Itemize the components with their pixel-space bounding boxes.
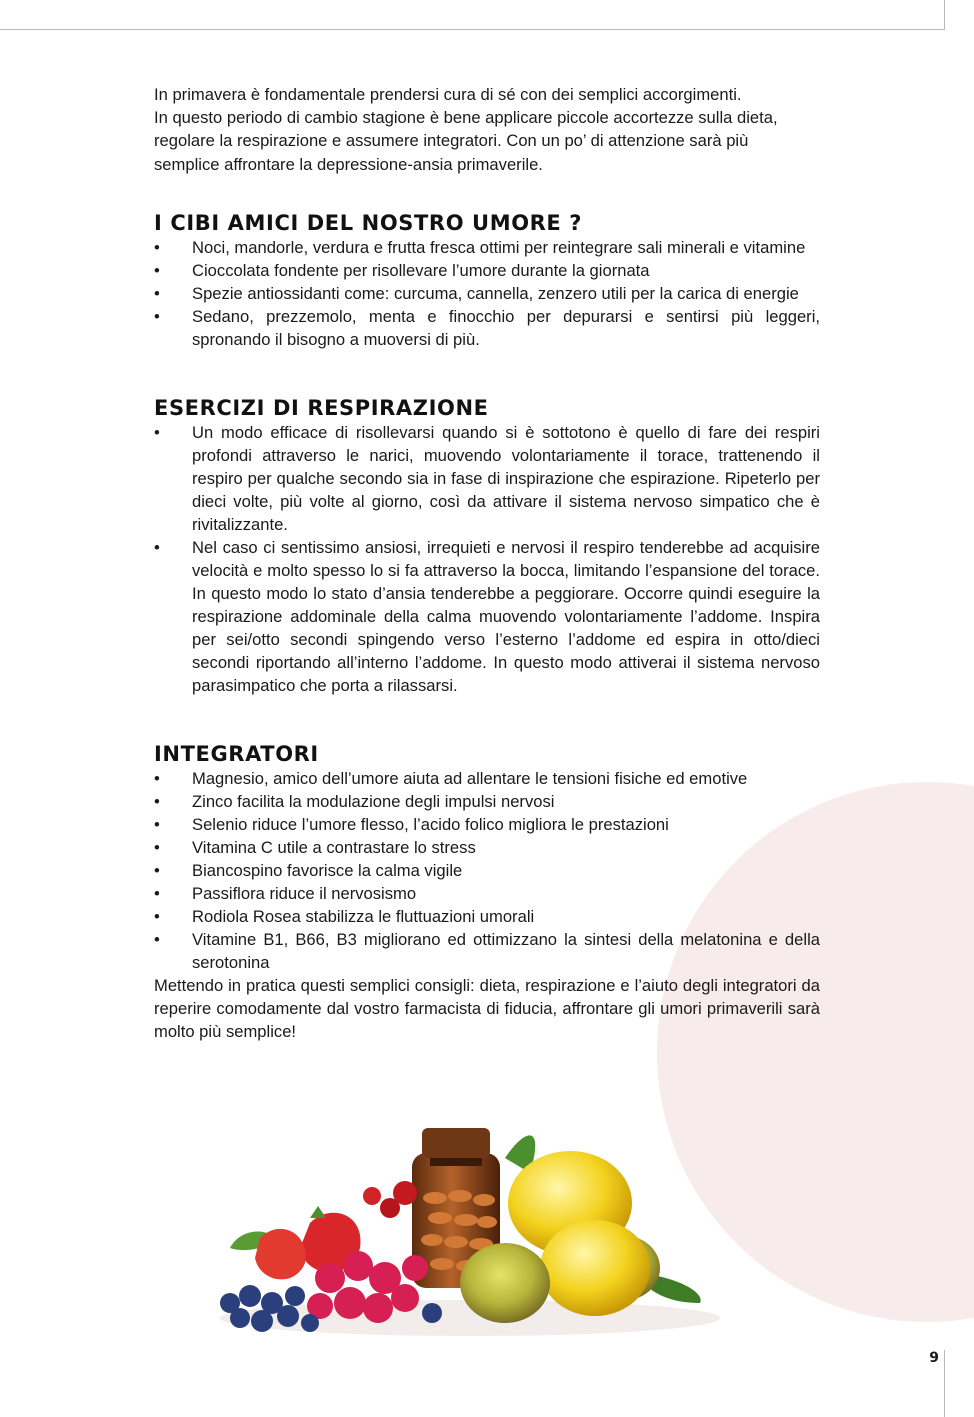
list-item (154, 536, 820, 697)
list-item-text: Cioccolata fondente per risollevare l’umore durante la giornata (192, 260, 650, 280)
bullet-icon: • (154, 906, 160, 926)
right-rule-bottom (944, 1350, 945, 1417)
intro-line: In primavera è fondamentale prendersi cura di sé con dei semplici accorgimenti. (154, 85, 742, 104)
closing-paragraph: Mettendo in pratica questi semplici consigli: dieta, respirazione e l’aiuto degli integratori da reperire comodamente dal vostro farmacista di fiducia, affrontare gli umori primaverili sarà molto più semplice! (154, 975, 820, 1041)
list-item-text: Magnesio, amico dell’umore aiuta ad allentare le tensioni fisiche ed emotive (192, 768, 748, 788)
bullet-icon: • (154, 814, 160, 834)
intro (154, 83, 820, 176)
list-item-text: Biancospino favorisce la calma vigile (192, 860, 463, 880)
bullet-icon: • (154, 883, 160, 903)
bullet-icon: • (154, 929, 160, 949)
bullet-icon: • (154, 860, 160, 880)
section-heading-cibi: I CIBI AMICI DEL NOSTRO UMORE ? (154, 210, 583, 235)
list-cibi (154, 236, 820, 351)
page-content (154, 83, 820, 1043)
intro-line: regolare la respirazione e assumere integratori. Con un po’ di attenzione sarà più (154, 131, 749, 151)
intro-line: In questo periodo di cambio stagione è bene applicare piccole accortezze sulla dieta, (154, 108, 778, 128)
top-rule (0, 29, 944, 30)
right-rule-top (944, 0, 945, 30)
bullet-icon: • (154, 537, 160, 557)
section-heading-respirazione: ESERCIZI DI RESPIRAZIONE (154, 395, 489, 420)
list-item (154, 813, 820, 836)
list-item (154, 859, 820, 882)
fruit-and-supplements-illustration (200, 1118, 720, 1348)
list-item (154, 905, 820, 928)
list-item-text: Spezie antiossidanti come: curcuma, cannella, zenzero utili per la carica di energie (192, 283, 799, 303)
list-item (154, 421, 820, 536)
bullet-icon: • (154, 237, 160, 257)
page-number: 9 (929, 1350, 939, 1366)
list-item-text: Vitamine B1, B66, B3 migliorano ed ottimizzano la sintesi della melatonina e della serotonina (192, 929, 820, 972)
list-respirazione (154, 421, 820, 697)
bullet-icon: • (154, 283, 160, 303)
list-item-text: Rodiola Rosea stabilizza le fluttuazioni umorali (192, 906, 535, 926)
bullet-icon: • (154, 422, 160, 442)
bullet-icon: • (154, 768, 160, 788)
list-item-text: Noci, mandorle, verdura e frutta fresca ottimi per reintegrare sali minerali e vitamine (192, 237, 806, 257)
list-item (154, 305, 820, 351)
list-item-text: Passiflora riduce il nervosismo (192, 883, 417, 903)
list-item-text: Nel caso ci sentissimo ansiosi, irrequieti e nervosi il respiro tenderebbe ad acquisire velocità e molto spesso lo si fa attraverso la bocca, limitando l’espansione del torace. In questo modo lo stato d’ansia tenderebbe a peggiorare. Occorre quindi eseguire la respirazione addominale della calma muovendo volontariamente l’addome. Inspira per sei/otto secondi spingendo verso l’esterno l’addome ed espira in otto/dieci secondi riportando all’interno l’addome. In questo modo attiverai il sistema nervoso parasimpatico che porta a rilassarsi. (192, 537, 820, 695)
intro-line: semplice affrontare la depressione-ansia primaverile. (154, 154, 543, 174)
bullet-icon: • (154, 791, 160, 811)
list-item-text: Sedano, prezzemolo, menta e finocchio per depurarsi e sentirsi più leggeri, spronando il bisogno a muoversi di più. (192, 306, 820, 349)
list-item (154, 882, 820, 905)
list-item (154, 836, 820, 859)
bullet-icon: • (154, 837, 160, 857)
list-item (154, 236, 820, 259)
list-item (154, 928, 820, 974)
list-item-text: Vitamina C utile a contrastare lo stress (192, 837, 476, 857)
list-item (154, 259, 820, 282)
list-item (154, 282, 820, 305)
section-heading-integratori: INTEGRATORI (154, 741, 319, 766)
list-item (154, 767, 820, 790)
bullet-icon: • (154, 306, 160, 326)
list-integratori (154, 767, 820, 974)
list-item-text: Un modo efficace di risollevarsi quando si è sottotono è quello di fare dei respiri profondi attraverso le narici, muovendo volontariamente il torace, trattenendo il respiro per qualche secondo sia in fase di inspirazione che espirazione. Ripeterlo per dieci volte, più volte al giorno, così da attivare il sistema nervoso simpatico che è rivitalizzante. (192, 422, 820, 534)
list-item-text: Selenio riduce l’umore flesso, l’acido folico migliora le prestazioni (192, 814, 669, 834)
bullet-icon: • (154, 260, 160, 280)
list-item-text: Zinco facilita la modulazione degli impulsi nervosi (192, 791, 555, 811)
list-item (154, 790, 820, 813)
